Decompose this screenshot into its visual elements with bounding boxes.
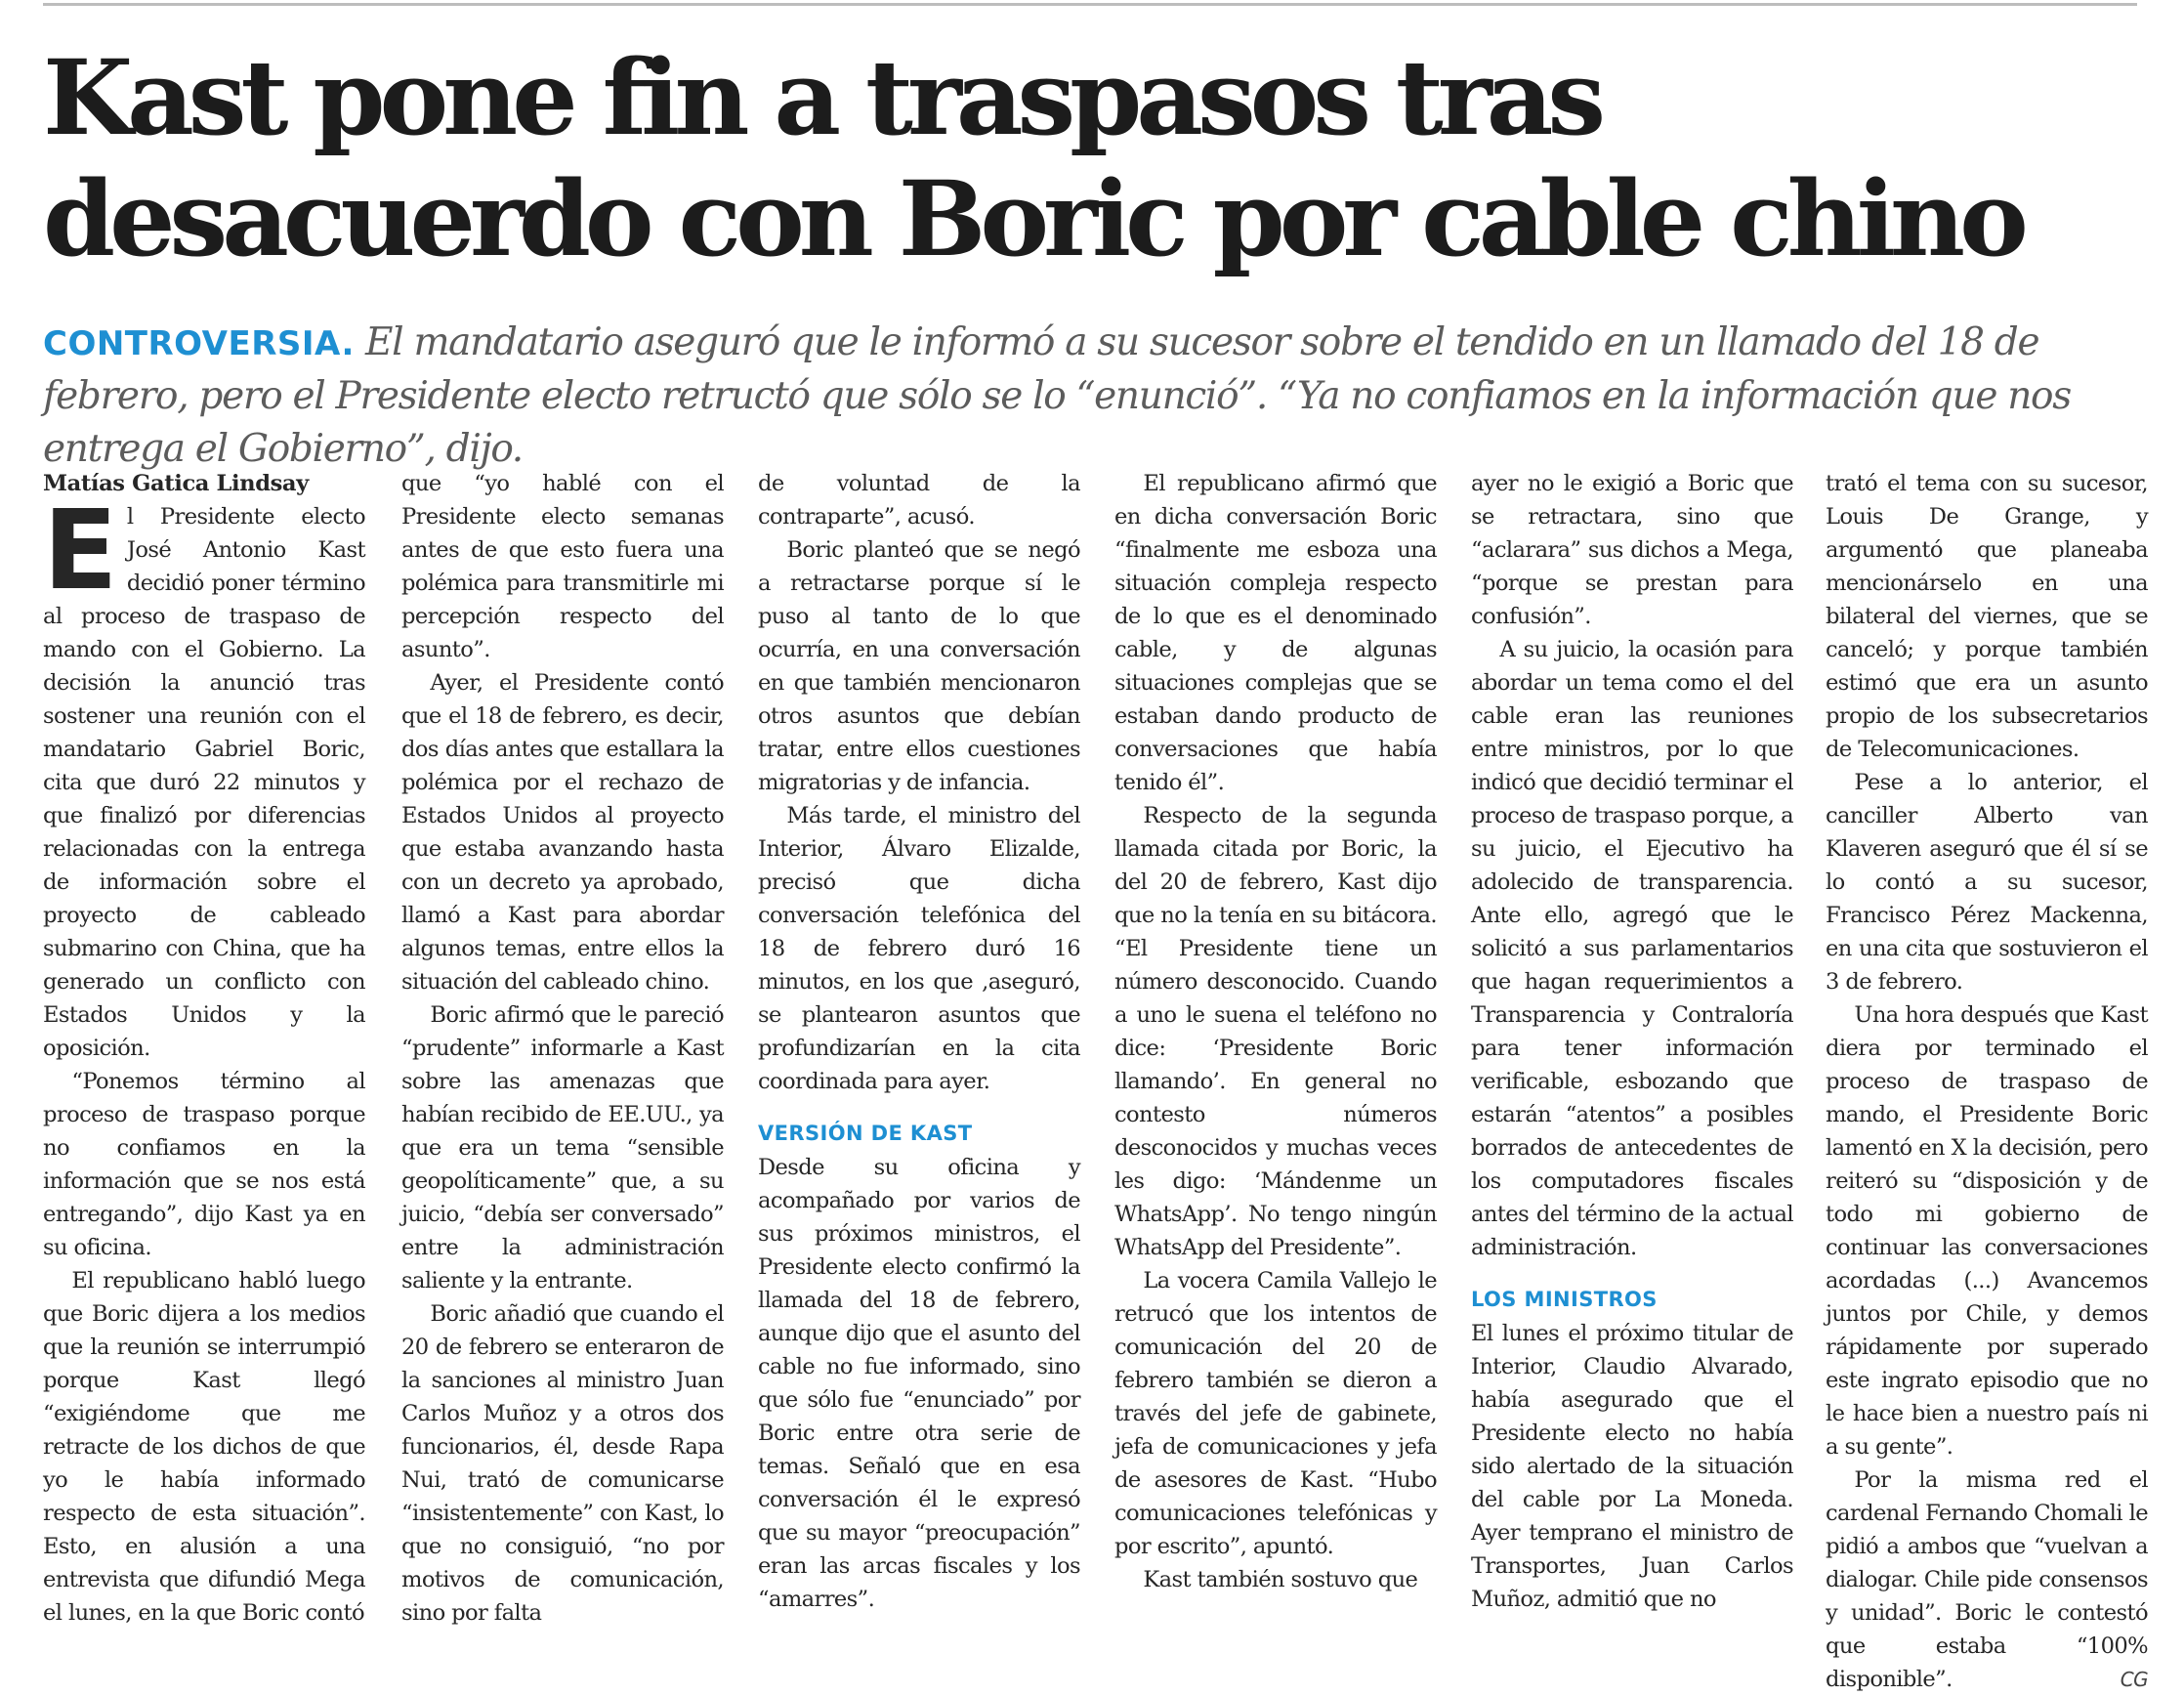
article-column-2 bbox=[401, 467, 724, 1630]
article-paragraph: Kast también sostuvo que bbox=[1143, 1567, 1418, 1592]
article-paragraph: Boric planteó que se negó a retractarse porque sí le puso al tanto de lo que ocurría, en una conversación en que también mencionaron otros asuntos que debían tratar, entre ellos cuestiones migratorias y de infancia. bbox=[758, 537, 1080, 795]
headline-line-1: Kast pone fin a traspasos tras bbox=[43, 36, 1601, 158]
article-paragraph: A su juicio, la ocasión para abordar un tema como el del cable eran las reuniones entre ministros, por lo que indicó que decidió terminar el proceso de traspaso porque, a su juicio, el Ejecutivo ha adolecido de transparencia. Ante ello, agregó que le solicitó a sus parlamentarios que hagan requerimientos a Transparencia y Contraloría para tener información verificable, esbozando que estarán “atentos” a posibles borrados de antecedentes de los computadores fiscales antes del término de la actual administración. bbox=[1471, 637, 1793, 1260]
article-paragraph: Boric afirmó que le pareció “prudente” informarle a Kast sobre las amenazas que habían recibido de EE.UU., ya que era un tema “sensible geopolíticamente” que, a su juicio, “debía ser conversado” entre la administración saliente y la entrante. bbox=[401, 1002, 724, 1293]
article-paragraph: que “yo hablé con el Presidente electo semanas antes de que esto fuera una polémica para transmitirle mi percepción respecto del asunto”. bbox=[401, 471, 724, 662]
article-column-3 bbox=[758, 467, 1080, 1616]
subhead-version-de-kast: VERSIÓN DE KAST bbox=[758, 1122, 973, 1145]
article-paragraph: Una hora después que Kast diera por terminado el proceso de traspaso de mando, el Presidente Boric lamentó en X la decisión, pero reiteró su “disposición y de todo mi gobierno de continuar las conversaciones acordadas (...) Avancemos juntos por Chile, y demos rápidamente por superado este ingrato episodio que no le hace bien a nuestro país ni a su gente”. bbox=[1826, 1002, 2148, 1460]
article-paragraph: Ayer, el Presidente contó que el 18 de febrero, es decir, dos días antes que estallara la polémica por el rechazo de Estados Unidos al proyecto que estaba avanzando hasta con un decreto ya aprobado, llamó a Kast para abordar algunos temas, entre ellos la situación del cableado chino. bbox=[401, 670, 724, 995]
paragraph-text: Por la misma red el cardenal Fernando Chomali le pidió a ambos que “vuelvan a dialogar. Chile pide consensos y unidad”. Boric le contestó que estaba “100% disponible”. bbox=[1826, 1467, 2148, 1692]
article-paragraph bbox=[1826, 1463, 2148, 1696]
article-paragraph: La vocera Camila Vallejo le retrucó que los intentos de comunicación del 20 de febrero también se dieron a través del jefe de gabinete, jefa de comunicaciones y jefa de asesores de Kast. “Hubo comunicaciones telefónicas y por escrito”, apuntó. bbox=[1114, 1268, 1437, 1559]
subhead-los-ministros: LOS MINISTROS bbox=[1471, 1288, 1658, 1311]
article-column-4 bbox=[1114, 467, 1437, 1596]
article-column-5 bbox=[1471, 467, 1793, 1616]
article-paragraph: ayer no le exigió a Boric que se retractara, sino que “aclarara” sus dichos a Mega, “porque se prestan para confusión”. bbox=[1471, 471, 1793, 629]
author-signature: CG bbox=[2120, 1668, 2148, 1691]
drop-cap: E bbox=[43, 488, 117, 615]
article-paragraph bbox=[43, 488, 365, 1065]
article-paragraph: Pese a lo anterior, el canciller Alberto van Klaveren aseguró que él sí se lo contó a su sucesor, Francisco Pérez Mackenna, en una cita que sostuvieron el 3 de febrero. bbox=[1826, 770, 2148, 995]
article-paragraph: Más tarde, el ministro del Interior, Álvaro Elizalde, precisó que dicha conversación telefónica del 18 de febrero duró 16 minutos, en los que ,aseguró, se plantearon asuntos que profundizarían en la cita coordinada para ayer. bbox=[758, 803, 1080, 1094]
article-paragraph: “Ponemos término al proceso de traspaso porque no confiamos en la información que se nos está entregando”, dijo Kast ya en su oficina. bbox=[43, 1069, 365, 1260]
deck-text: El mandatario aseguró que le informó a su sucesor sobre el tendido en un llamado del 18 de febrero, pero el Presidente electo retructó que sólo se lo “enunció”. “Ya no confiamos en la información que nos entrega el Gobierno”, dijo. bbox=[43, 320, 2071, 471]
article-paragraph: Desde su oficina y acompañado por varios de sus próximos ministros, el Presidente electo confirmó la llamada del 18 de febrero, aunque dijo que el asunto del cable no fue informado, sino que sólo fue “enunciado” por Boric entre otra serie de temas. Señaló que en esa conversación él le expresó que su mayor “preocupación” eran las arcas fiscales y los “amarres”. bbox=[758, 1155, 1080, 1612]
article-paragraph: Respecto de la segunda llamada citada por Boric, la del 20 de febrero, Kast dijo que no la tenía en su bitácora. “El Presidente tiene un número desconocido. Cuando a uno le suena el teléfono no dice: ‘Presidente Boric llamando’. En general no contesto números desconocidos y muchas veces les digo: ‘Mándenme un WhatsApp’. No tengo ningún WhatsApp del Presidente”. bbox=[1114, 803, 1437, 1260]
article-paragraph: de voluntad de la contraparte”, acusó. bbox=[758, 471, 1080, 530]
deck-kicker: CONTROVERSIA. bbox=[43, 324, 355, 363]
article-column-6 bbox=[1826, 467, 2148, 1696]
paragraph-text: l Presidente electo José Antonio Kast decidió poner término al proceso de traspaso de mando con el Gobierno. La decisión la anunció tras sostener una reunión con el mandatario Gabriel Boric, cita que duró 22 minutos y que finalizó por diferencias relacionadas con la entrega de información sobre el proyecto de cableado submarino con China, que ha generado un conflicto con Estados Unidos y la oposición. bbox=[43, 504, 365, 1061]
headline bbox=[43, 37, 2143, 279]
article-paragraph: Boric añadió que cuando el 20 de febrero se enteraron de la sanciones al ministro Juan Carlos Muñoz y a otros dos funcionarios, él, desde Rapa Nui, trató de comunicarse “insistentemente” con Kast, lo que no consiguió, “no por motivos de comunicación, sino por falta bbox=[401, 1301, 724, 1626]
headline-line-2: desacuerdo con Boric por cable chino bbox=[43, 157, 2023, 279]
deck bbox=[43, 317, 2133, 476]
byline: Matías Gatica Lindsay bbox=[43, 471, 309, 496]
article-paragraph: trató el tema con su sucesor, Louis De Grange, y argumentó que planeaba mencionárselo en una bilateral del viernes, que se canceló; y porque también estimó que era un asunto propio de los subsecretarios de Telecomunicaciones. bbox=[1826, 471, 2148, 762]
article-paragraph: El republicano afirmó que en dicha conversación Boric “finalmente me esboza una situación compleja respecto de lo que es el denominado cable, y de algunas situaciones complejas que se estaban dando producto de conversaciones que había tenido él”. bbox=[1114, 471, 1437, 795]
article-paragraph: El lunes el próximo titular de Interior, Claudio Alvarado, había asegurado que el Presidente electo no había sido alertado de la situación del cable por La Moneda. Ayer temprano el ministro de Transportes, Juan Carlos Muñoz, admitió que no bbox=[1471, 1321, 1793, 1612]
article-column-1 bbox=[43, 467, 365, 1630]
article-paragraph: El republicano habló luego que Boric dijera a los medios que la reunión se interrumpió porque Kast llegó “exigiéndome que me retracte de los dichos de que yo le había informado respecto de esta situación”. Esto, en alusión a una entrevista que difundió Mega el lunes, en la que Boric contó bbox=[43, 1268, 365, 1626]
top-rule bbox=[43, 3, 2137, 6]
